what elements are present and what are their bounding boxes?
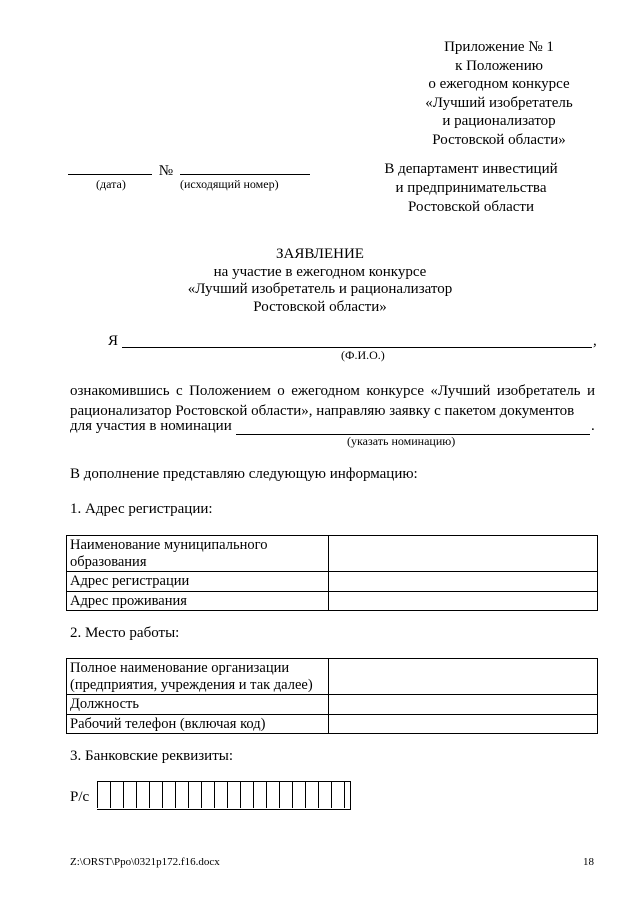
addressee-line: и предпринимательства — [395, 180, 547, 196]
work-phone-value-cell[interactable] — [329, 714, 598, 734]
account-digit-box[interactable] — [227, 782, 240, 808]
table-row — [67, 659, 598, 695]
workplace-table — [66, 658, 598, 734]
statement-text: ознакомившись с Положением о ежегодном конкурсе «Лучший изобретатель и рационализатор Ростовской области», направляю заявку с пакетом документов — [70, 383, 595, 419]
date-field[interactable] — [68, 160, 152, 175]
account-digit-box[interactable] — [253, 782, 266, 808]
residence-address-value-cell[interactable] — [329, 591, 598, 611]
account-digit-box[interactable] — [123, 782, 136, 808]
account-digit-box[interactable] — [175, 782, 188, 808]
account-digit-box[interactable] — [266, 782, 279, 808]
account-digit-box[interactable] — [305, 782, 318, 808]
section1-title: 1. Адрес регистрации: — [70, 501, 213, 517]
title-line: на участие в ежегодном конкурсе — [213, 263, 427, 280]
registration-address-value-cell[interactable] — [329, 572, 598, 592]
footer-file-path: Z:\ORST\Ppo\0321p172.f16.docx — [70, 856, 220, 868]
applicant-pronoun: Я — [108, 333, 119, 349]
outgoing-number-field[interactable] — [180, 160, 310, 175]
number-sign: № — [158, 163, 174, 179]
addressee-block — [365, 160, 577, 217]
organization-value-cell[interactable] — [329, 659, 598, 695]
row-label: Полное наименование организации (предприятия, учреждения и так далее) — [67, 659, 329, 695]
nomination-period: . — [591, 418, 595, 434]
row-label: Адрес проживания — [67, 591, 329, 611]
municipality-value-cell[interactable] — [329, 536, 598, 572]
row-label: Рабочий телефон (включая код) — [67, 714, 329, 734]
appendix-line: Ростовской области» — [432, 131, 566, 148]
account-digit-box[interactable] — [162, 782, 175, 808]
row-label: Должность — [67, 695, 329, 715]
date-label: (дата) — [96, 177, 126, 191]
account-digit-box[interactable] — [318, 782, 331, 808]
addressee-line: Ростовской области — [408, 199, 534, 215]
account-digit-box[interactable] — [292, 782, 305, 808]
addressee-line: В департамент инвестиций — [384, 161, 558, 177]
table-row — [67, 714, 598, 734]
account-digit-box[interactable] — [240, 782, 253, 808]
account-digit-box[interactable] — [331, 782, 344, 808]
title-line: «Лучший изобретатель и рационализатор — [187, 281, 453, 297]
appendix-line: о ежегодном конкурсе — [428, 76, 570, 92]
date-number-block — [68, 160, 310, 191]
applicant-comma: , — [593, 333, 597, 349]
appendix-line: «Лучший изобретатель — [425, 94, 573, 111]
appendix-line: к Положению — [455, 57, 543, 74]
fio-label: (Ф.И.О.) — [341, 348, 385, 362]
title-heading: ЗАЯВЛЕНИЕ — [276, 246, 364, 262]
appendix-line: Приложение № 1 — [444, 39, 554, 55]
account-digit-box[interactable] — [344, 782, 357, 808]
account-digit-box[interactable] — [188, 782, 201, 808]
nomination-line — [70, 418, 595, 450]
account-digit-box[interactable] — [149, 782, 162, 808]
table-row — [67, 591, 598, 611]
registration-table — [66, 535, 598, 611]
outgoing-number-label: (исходящий номер) — [180, 177, 279, 191]
account-number-boxes — [97, 781, 351, 810]
account-digit-box[interactable] — [201, 782, 214, 808]
nomination-label: (указать номинацию) — [347, 434, 456, 448]
table-row — [67, 572, 598, 592]
table-row — [67, 695, 598, 715]
account-label: Р/с — [70, 789, 90, 805]
appendix-block — [405, 38, 593, 149]
table-row — [67, 536, 598, 572]
account-digit-box[interactable] — [97, 782, 110, 808]
account-digit-box[interactable] — [279, 782, 292, 808]
appendix-line: и рационализатор — [442, 113, 556, 129]
applicant-line — [108, 333, 598, 365]
nomination-prefix: для участия в номинации — [70, 418, 232, 434]
row-label: Наименование муниципального образования — [67, 536, 329, 572]
row-label: Адрес регистрации — [67, 572, 329, 592]
position-value-cell[interactable] — [329, 695, 598, 715]
account-digit-box[interactable] — [136, 782, 149, 808]
account-digit-box[interactable] — [110, 782, 123, 808]
section2-title: 2. Место работы: — [70, 625, 180, 641]
additional-info: В дополнение представляю следующую информацию: — [70, 466, 418, 482]
title-line: Ростовской области» — [253, 298, 387, 315]
section3-title: 3. Банковские реквизиты: — [70, 748, 234, 764]
statement-paragraph — [70, 382, 595, 421]
page-number: 18 — [583, 856, 594, 868]
account-digit-box[interactable] — [214, 782, 227, 808]
document-title — [150, 246, 490, 316]
